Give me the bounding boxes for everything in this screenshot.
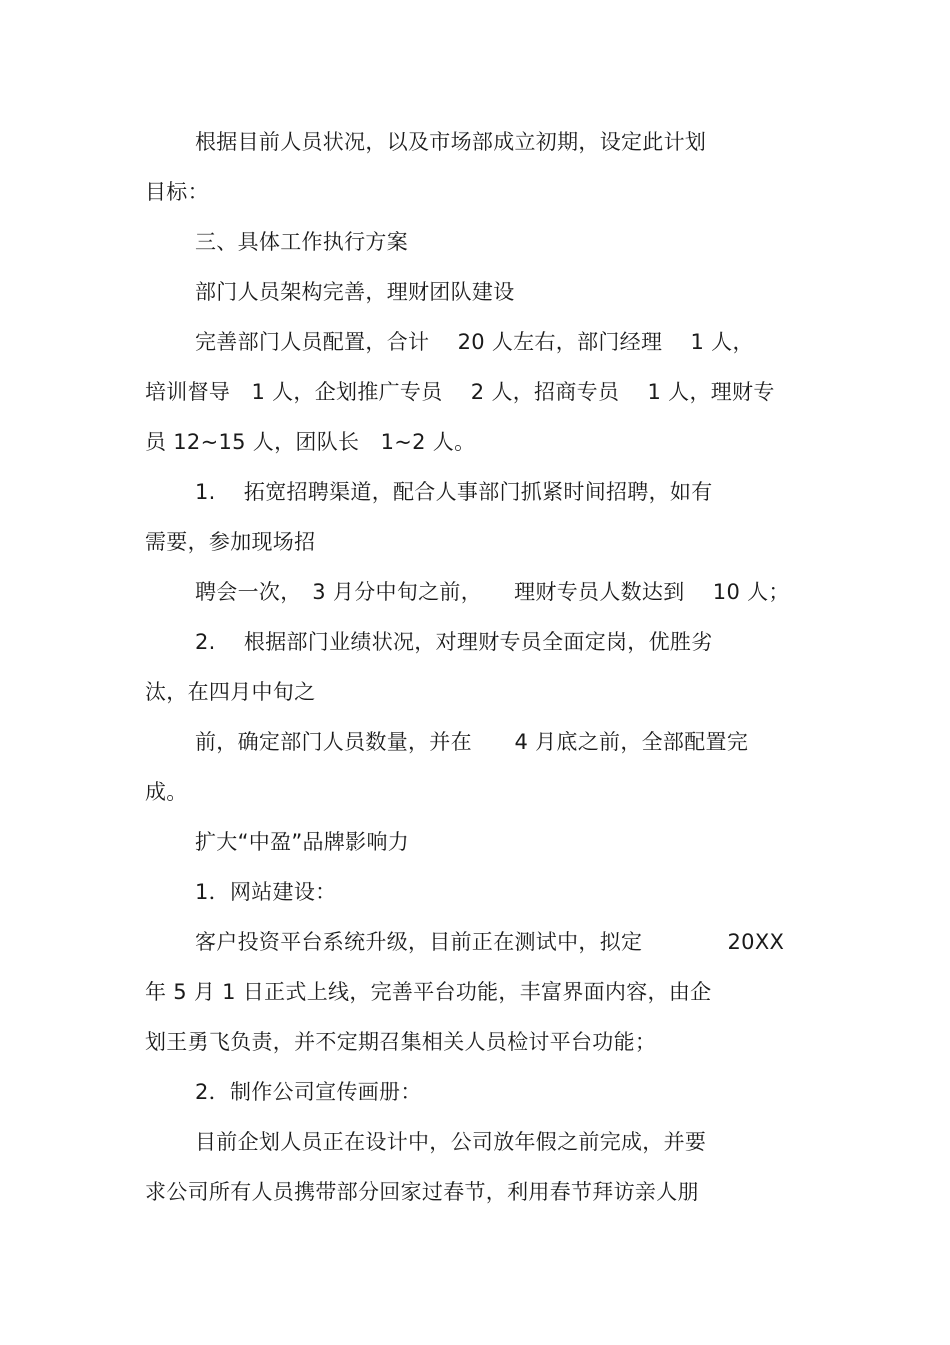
subsection-heading-brand: 扩大“中盈”品牌影响力 [195, 830, 410, 854]
text-line-5: 完善部门人员配置，合计 20 人左右，部门经理 1 人， [195, 330, 754, 354]
text-line-9: 需要，参加现场招 [145, 530, 316, 554]
list-item-1: 1. 拓宽招聘渠道，配合人事部门抓紧时间招聘，如有 [195, 480, 713, 504]
text-line-2: 目标： [145, 180, 209, 204]
text-line-1: 根据目前人员状况，以及市场部成立初期，设定此计划 [195, 130, 707, 154]
text-line-7: 员 12~15 人，团队长 1~2 人。 [145, 430, 476, 454]
text-line-10: 聘会一次， 3 月分中旬之前， 理财专员人数达到 10 人； [195, 580, 790, 604]
list-item-website: 1．网站建设： [195, 880, 337, 904]
text-line-14: 成。 [145, 780, 188, 804]
subsection-heading: 部门人员架构完善，理财团队建设 [195, 280, 515, 304]
text-line-22: 求公司所有人员携带部分回家过春节，利用春节拜访亲人朋 [145, 1180, 699, 1204]
text-line-13: 前，确定部门人员数量，并在 4 月底之前，全部配置完 [195, 730, 749, 754]
text-line-17: 客户投资平台系统升级，目前正在测试中，拟定 20XX [195, 930, 785, 954]
text-line-21: 目前企划人员正在设计中，公司放年假之前完成，并要 [195, 1130, 707, 1154]
list-item-2: 2. 根据部门业绩状况，对理财专员全面定岗，优胜劣 [195, 630, 713, 654]
text-line-19: 划王勇飞负责，并不定期召集相关人员检讨平台功能； [145, 1030, 657, 1054]
text-line-12: 汰，在四月中旬之 [145, 680, 316, 704]
text-line-6: 培训督导 1 人，企划推广专员 2 人，招商专员 1 人，理财专 [145, 380, 775, 404]
section-heading: 三、具体工作执行方案 [195, 230, 408, 254]
text-line-18: 年 5 月 1 日正式上线，完善平台功能，丰富界面内容，由企 [145, 980, 712, 1004]
list-item-brochure: 2．制作公司宣传画册： [195, 1080, 422, 1104]
